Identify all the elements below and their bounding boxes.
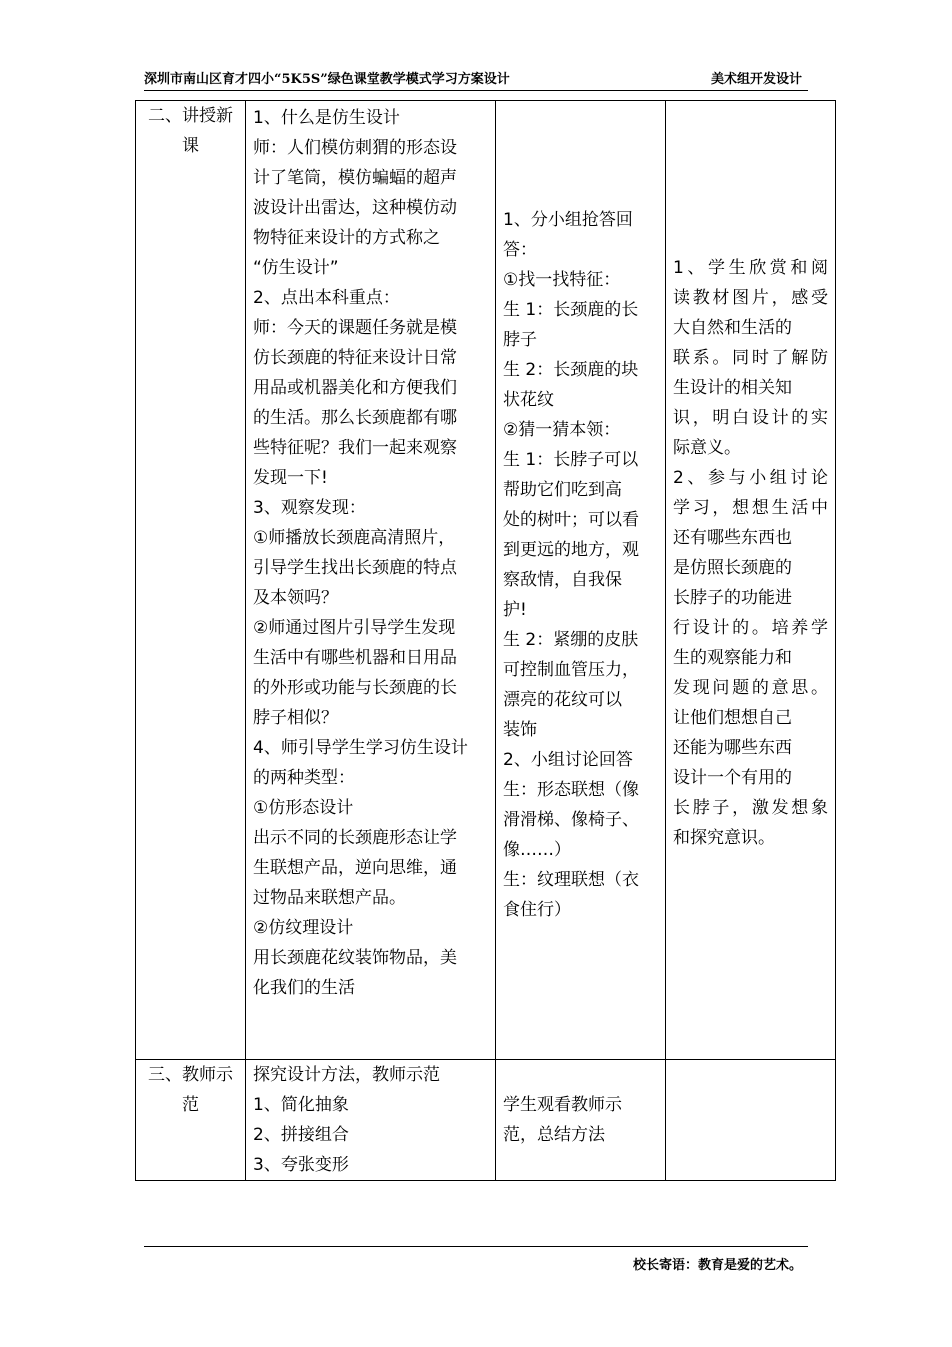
text-line: 计了笔筒，模仿蝙蝠的超声 <box>253 168 457 188</box>
text-line: 可控制血管压力， <box>503 660 639 680</box>
stage-cell <box>136 1060 246 1181</box>
text-line: 些特征呢？我们一起来观察 <box>253 438 457 458</box>
text-line: 生 2：紧绷的皮肤 <box>503 630 639 650</box>
text-line: 波设计出雷达，这种模仿动 <box>253 198 457 218</box>
text-line: 过物品来联想产品。 <box>253 888 406 908</box>
text-line: 发现一下! <box>253 468 328 488</box>
text-line: 生：形态联想（像 <box>503 780 639 800</box>
text-line: 装饰 <box>503 720 537 740</box>
text-line: 学习，想想生活中 <box>673 498 828 518</box>
text-line: 1、学生欣赏和阅 <box>673 258 828 278</box>
text-line: 像……） <box>503 840 571 860</box>
design-intent-cell <box>666 1060 836 1181</box>
text-line: 大自然和生活的 <box>673 318 792 338</box>
page-header <box>144 66 808 91</box>
student-activity-cell <box>496 101 666 1060</box>
page-footer <box>144 1246 808 1273</box>
text-line: 识，明白设计的实 <box>673 408 828 428</box>
text-line: 的生活。那么长颈鹿都有哪 <box>253 408 457 428</box>
text-line: 1、什么是仿生设计 <box>253 108 400 128</box>
text-line: 2、拼接组合 <box>253 1125 349 1145</box>
student-activity-cell <box>496 1060 666 1181</box>
text-line: 答： <box>503 240 537 260</box>
text-line: 是仿照长颈鹿的 <box>673 558 792 578</box>
text-line: 引导学生找出长颈鹿的特点 <box>253 558 457 578</box>
header-title: 深圳市南山区育才四小“5K5S”绿色课堂教学模式学习方案设计 <box>144 72 510 87</box>
text-line: 范 <box>182 1095 199 1115</box>
text-line: 的两种类型： <box>253 768 355 788</box>
text-line: 发现问题的意思。 <box>673 678 828 698</box>
text-line: 漂亮的花纹可以 <box>503 690 622 710</box>
text-line: ①师播放长颈鹿高清照片， <box>253 528 456 548</box>
text-line: 1、简化抽象 <box>253 1095 349 1115</box>
lesson-plan-table <box>135 100 836 1181</box>
text-line: 察敌情，自我保 <box>503 570 622 590</box>
text-line: 范，总结方法 <box>503 1125 605 1145</box>
text-line: 脖子相似？ <box>253 708 338 728</box>
text-line: 生：纹理联想（衣 <box>503 870 639 890</box>
text-line: 出示不同的长颈鹿形态让学 <box>253 828 457 848</box>
text-line: 2、点出本科重点： <box>253 288 400 308</box>
table-row-lecture <box>136 101 836 1060</box>
text-line: “仿生设计” <box>253 258 339 278</box>
text-line: ①仿形态设计 <box>253 798 354 818</box>
text-line: ②仿纹理设计 <box>253 918 354 938</box>
text-line: 行设计的。培养学 <box>673 618 828 638</box>
text-line: 生设计的相关知 <box>673 378 792 398</box>
text-line: 1、分小组抢答回 <box>503 210 633 230</box>
text-line: 的外形或功能与长颈鹿的长 <box>253 678 457 698</box>
text-line: 状花纹 <box>503 390 554 410</box>
text-line: 2、参与小组讨论 <box>673 468 828 488</box>
text-line: 生的观察能力和 <box>673 648 792 668</box>
header-department: 美术组开发设计 <box>710 72 802 87</box>
text-line: 长脖子的功能进 <box>673 588 792 608</box>
text-line: 师：今天的课题任务就是模 <box>253 318 457 338</box>
text-line: 和探究意识。 <box>673 828 775 848</box>
text-line: ②师通过图片引导学生发现 <box>253 618 456 638</box>
text-line: 联系。同时了解防 <box>673 348 828 368</box>
text-line: 用品或机器美化和方便我们 <box>253 378 457 398</box>
text-line: 及本领吗？ <box>253 588 338 608</box>
text-line: ①找一找特征： <box>503 270 621 290</box>
text-line: 读教材图片，感受 <box>673 288 828 308</box>
text-line: 师：人们模仿刺猬的形态设 <box>253 138 457 158</box>
text-line: 课 <box>182 136 199 156</box>
text-line: 还能为哪些东西 <box>673 738 792 758</box>
text-line: 设计一个有用的 <box>673 768 792 788</box>
text-line: 学生观看教师示 <box>503 1095 622 1115</box>
text-line: 二、讲授新 <box>148 106 233 126</box>
text-line: 食住行） <box>503 900 571 920</box>
text-line: 处的树叶；可以看 <box>503 510 639 530</box>
text-line: 4、师引导学生学习仿生设计 <box>253 738 468 758</box>
text-line: 让他们想想自己 <box>673 708 792 728</box>
text-line: 护! <box>503 600 527 620</box>
teacher-activity-cell <box>246 101 496 1060</box>
text-line: 长脖子，激发想象 <box>673 798 828 818</box>
text-line: 3、夸张变形 <box>253 1155 349 1175</box>
design-intent-cell <box>666 101 836 1060</box>
text-line: 三、教师示 <box>148 1065 233 1085</box>
text-line: 生 1：长颈鹿的长 <box>503 300 639 320</box>
text-line: 物特征来设计的方式称之 <box>253 228 440 248</box>
text-line: 化我们的生活 <box>253 978 355 998</box>
text-line: 生联想产品，逆向思维，通 <box>253 858 457 878</box>
teacher-activity-cell <box>246 1060 496 1181</box>
text-line: 生活中有哪些机器和日用品 <box>253 648 457 668</box>
text-line: 探究设计方法，教师示范 <box>253 1065 440 1085</box>
stage-cell <box>136 101 246 1060</box>
text-line: 2、小组讨论回答 <box>503 750 633 770</box>
text-line: 帮助它们吃到高 <box>503 480 622 500</box>
text-line: 到更远的地方，观 <box>503 540 639 560</box>
text-line: 用长颈鹿花纹装饰物品，美 <box>253 948 457 968</box>
text-line: 滑滑梯、像椅子、 <box>503 810 639 830</box>
text-line: 脖子 <box>503 330 537 350</box>
text-line: 仿长颈鹿的特征来设计日常 <box>253 348 457 368</box>
text-line: 还有哪些东西也 <box>673 528 792 548</box>
footer-motto: 校长寄语：教育是爱的艺术。 <box>632 1258 802 1273</box>
text-line: 3、观察发现： <box>253 498 366 518</box>
table-row-demo <box>136 1060 836 1181</box>
text-line: 生 1：长脖子可以 <box>503 450 639 470</box>
text-line: 际意义。 <box>673 438 741 458</box>
text-line: ②猜一猜本领： <box>503 420 621 440</box>
text-line: 生 2：长颈鹿的块 <box>503 360 639 380</box>
